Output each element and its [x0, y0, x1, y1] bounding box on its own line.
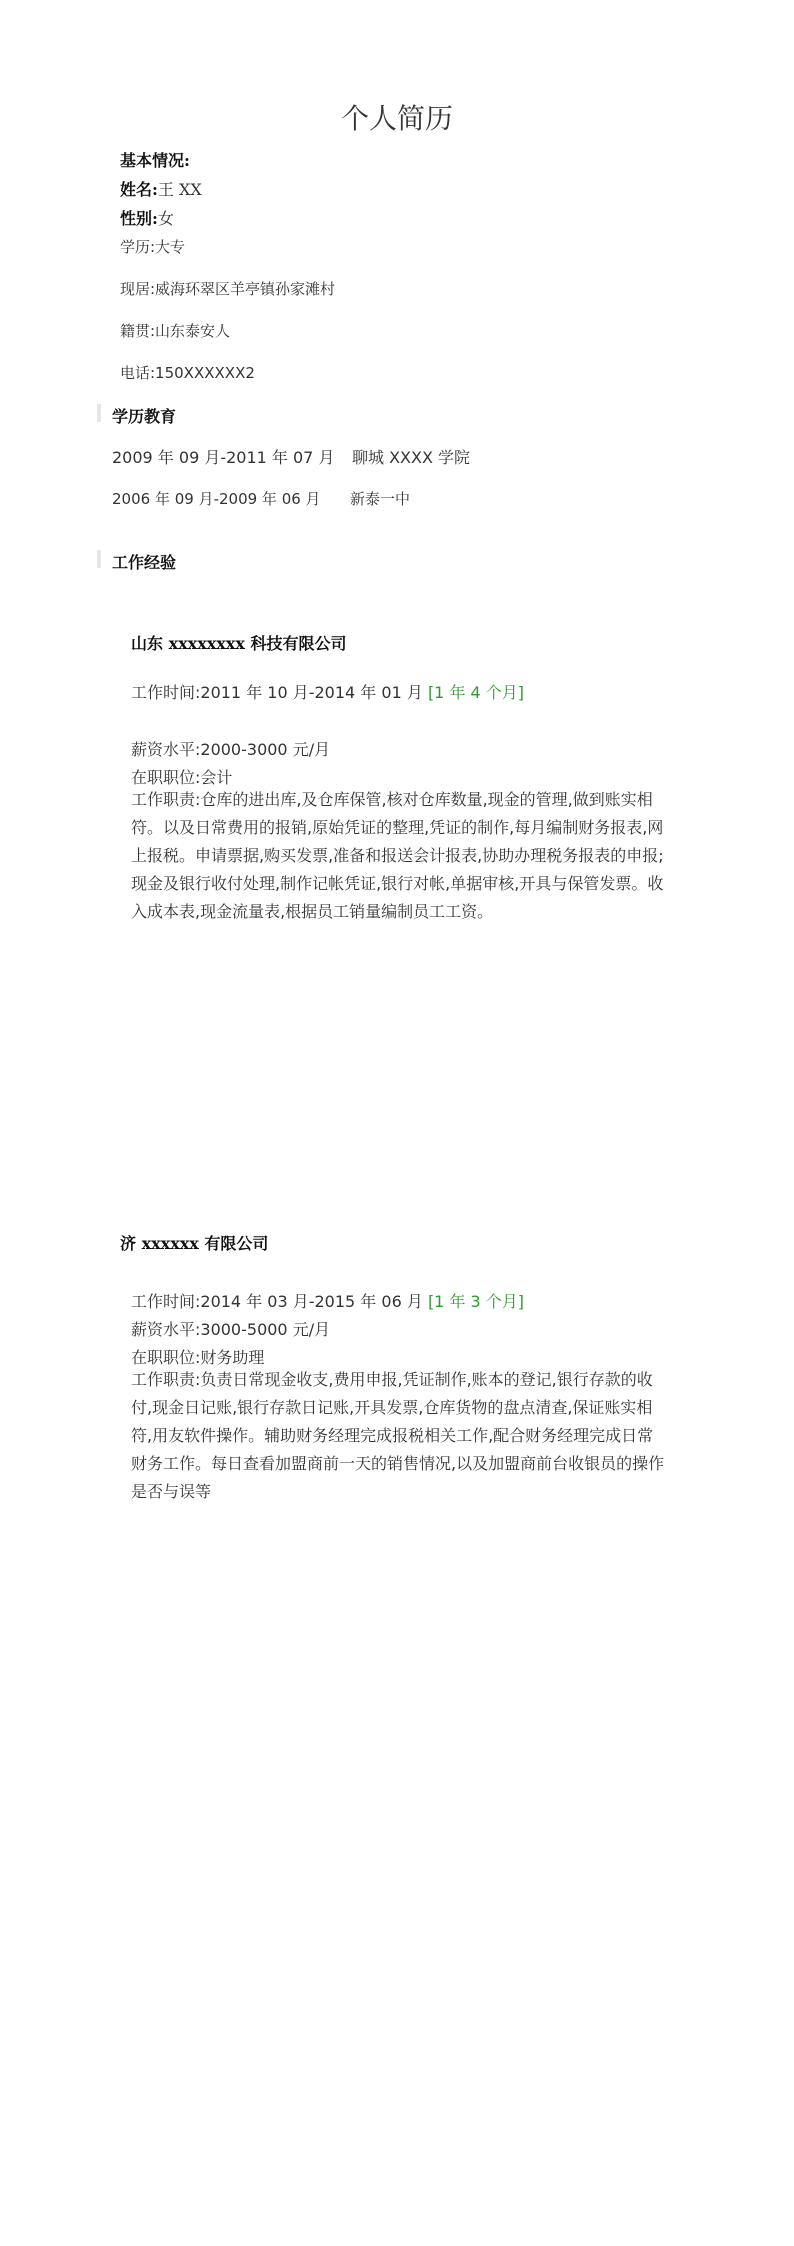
job-1-time-range: 工作时间:2011 年 10 月-2014 年 01 月	[131, 683, 428, 702]
job-2-salary: 薪资水平:3000-5000 元/月	[131, 1320, 331, 1339]
job-2-time	[131, 1289, 524, 1312]
job-1-duration: [1 年 4 个月]	[427, 683, 525, 702]
job-2-position: 在职职位:财务助理	[131, 1348, 265, 1367]
education-school-2: 新泰一中	[350, 490, 411, 508]
education-period-1: 2009 年 09 月-2011 年 07 月	[112, 448, 335, 467]
gender-label: 性别:	[120, 209, 158, 228]
basic-info-heading: 基本情况:	[120, 151, 190, 170]
name-row	[120, 177, 202, 200]
job-2-duties: 工作职责:负责日常现金收支,费用申报,凭证制作,账本的登记,银行存款的收付,现金日记账,银行存款日记账,开具发票,仓库货物的盘点清查,保证账实相符,用友软件操作。辅助财务经理完成报税相关工作,配合财务经理完成日常财务工作。每日查看加盟商前一天的销售情况,以及加盟商前台收银员的操作是否与误等	[131, 1370, 665, 1501]
native-place: 籍贯:山东泰安人	[120, 322, 231, 340]
job-1-company: 山东 xxxxxxxx 科技有限公司	[131, 634, 347, 653]
job-1-duties: 工作职责:仓库的进出库,及仓库保管,核对仓库数量,现金的管理,做到账实相符。以及日常费用的报销,原始凭证的整理,凭证的制作,每月编制财务报表,网上报税。申请票据,购买发票,准备和报送会计报表,协助办理税务报表的申报;现金及银行收付处理,制作记帐凭证,银行对帐,单据审核,开具与保管发票。收入成本表,现金流量表,根据员工销量编制员工工资。	[131, 790, 664, 921]
education-heading: 学历教育	[112, 407, 177, 426]
education-section-marker	[97, 404, 101, 422]
gender-row	[120, 206, 174, 229]
job-1-salary: 薪资水平:2000-3000 元/月	[131, 740, 331, 759]
gender-value: 女	[157, 209, 174, 228]
name-value: 王 XX	[157, 180, 202, 199]
education-period-2: 2006 年 09 月-2009 年 06 月	[112, 490, 321, 508]
job-2-time-range: 工作时间:2014 年 03 月-2015 年 06 月	[131, 1292, 428, 1311]
education-level: 学历:大专	[120, 238, 186, 256]
work-section-marker	[97, 550, 101, 568]
name-label: 姓名:	[120, 180, 158, 199]
phone-number: 电话:150XXXXXX2	[120, 364, 255, 382]
job-2-duration: [1 年 3 个月]	[427, 1292, 525, 1311]
education-school-1: 聊城 XXXX 学院	[352, 448, 471, 467]
work-heading: 工作经验	[112, 553, 177, 572]
job-1-time	[131, 680, 524, 703]
job-1-position: 在职职位:会计	[131, 768, 233, 787]
current-address: 现居:威海环翠区羊亭镇孙家滩村	[120, 280, 336, 298]
job-2-company: 济 xxxxxx 有限公司	[120, 1234, 269, 1253]
page-title: 个人简历	[340, 102, 453, 135]
